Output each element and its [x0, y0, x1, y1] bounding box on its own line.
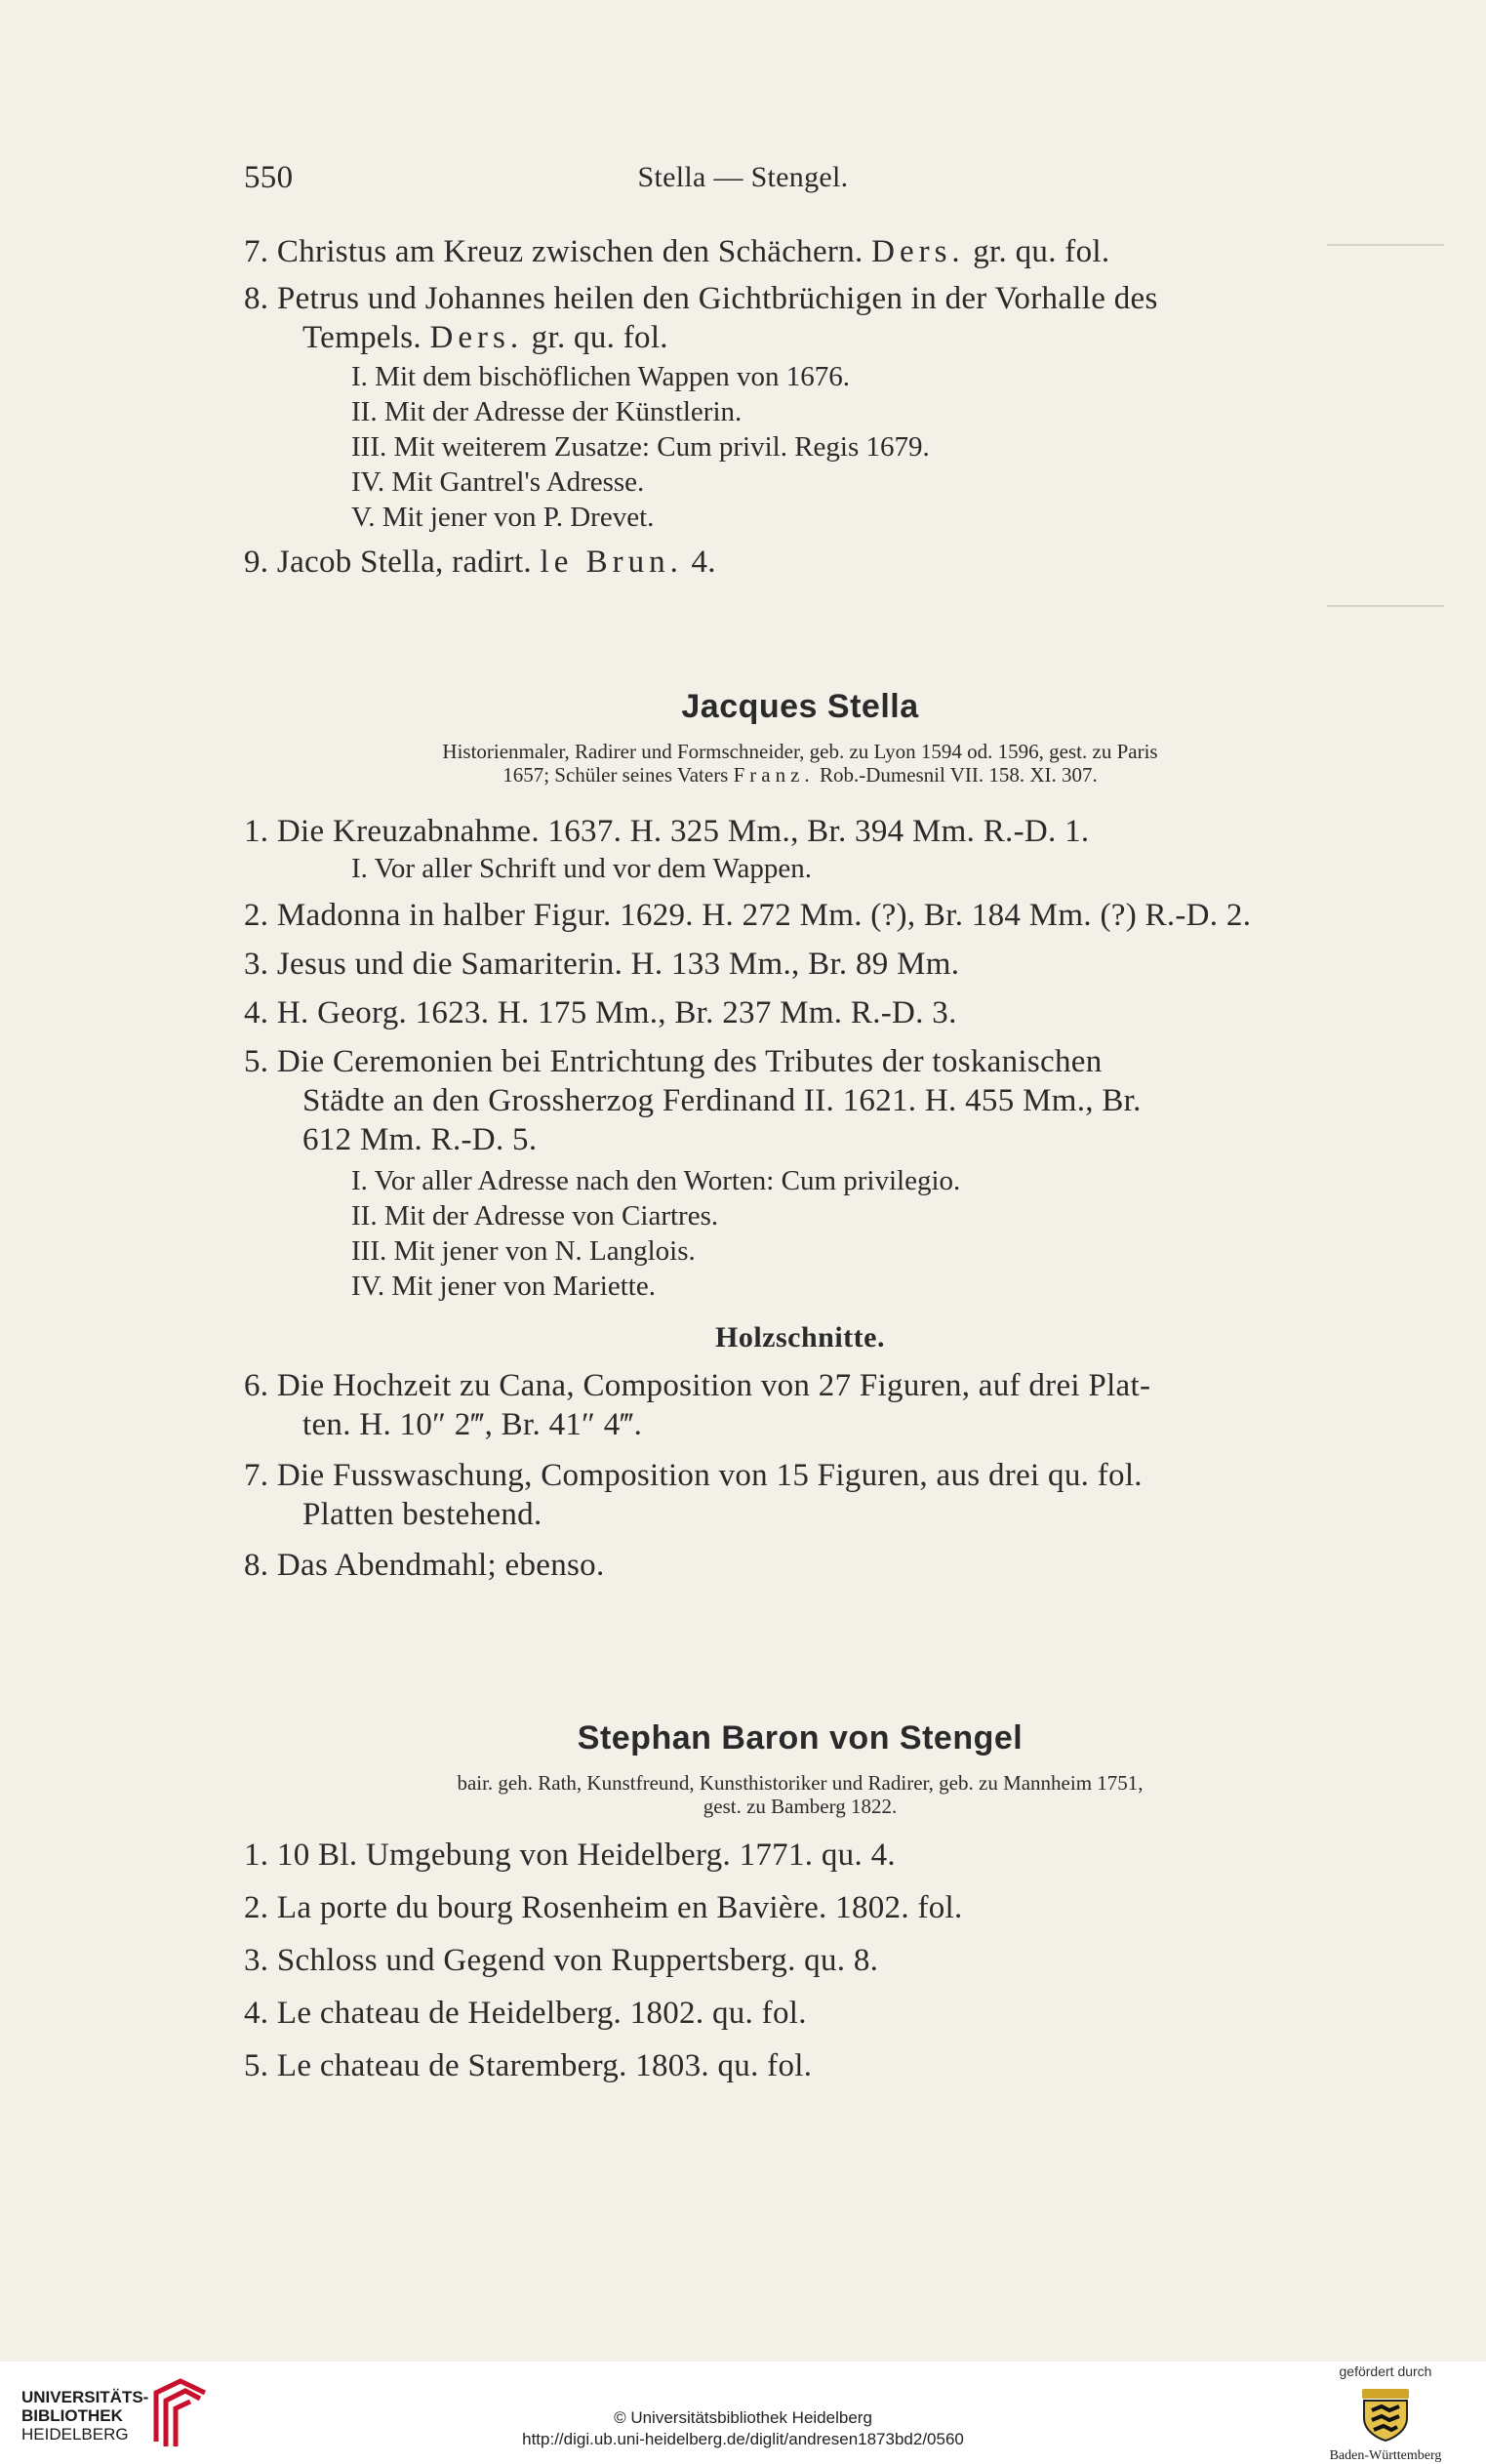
- entry-6: 6. Die Hochzeit zu Cana, Composition von 27 Figuren, auf drei Plat-: [244, 1368, 1151, 1403]
- entry-5-cont: Städte an den Grossherzog Ferdinand II. 1621. H. 455 Mm., Br.: [302, 1083, 1142, 1118]
- state-item: II. Mit der Adresse der Künstlerin.: [351, 396, 743, 427]
- state-item: I. Vor aller Adresse nach den Worten: Cum privilegio.: [351, 1165, 961, 1196]
- entry-3: 3. Jesus und die Samariterin. H. 133 Mm., Br. 89 Mm.: [244, 947, 960, 982]
- state-item: IV. Mit Gantrel's Adresse.: [351, 466, 645, 498]
- subsection-heading: Holzschnitte.: [715, 1321, 885, 1353]
- biography-line: 1657; Schüler seines Vaters Franz. Rob.-Dumesnil VII. 158. XI. 307.: [502, 763, 1098, 787]
- entry-8-cont: Tempels. Ders. gr. qu. fol.: [302, 320, 668, 355]
- entry-7: 7. Die Fusswaschung, Composition von 15 Figuren, aus drei qu. fol.: [244, 1458, 1143, 1493]
- copyright-line: © Universitätsbibliothek Heidelberg: [614, 2408, 872, 2427]
- entry-4: 4. H. Georg. 1623. H. 175 Mm., Br. 237 Mm. R.-D. 3.: [244, 995, 957, 1030]
- entry-8: 8. Petrus und Johannes heilen den Gichtbrüchigen in der Vorhalle des: [244, 281, 1158, 316]
- state-item: V. Mit jener von P. Drevet.: [351, 502, 655, 533]
- permalink[interactable]: http://digi.ub.uni-heidelberg.de/diglit/andresen1873bd2/0560: [522, 2430, 964, 2448]
- list-item: 3. Schloss und Gegend von Ruppertsberg. qu. 8.: [244, 1943, 879, 1978]
- state-item: III. Mit weiterem Zusatze: Cum privil. Regis 1679.: [351, 431, 930, 463]
- section-heading: Stephan Baron von Stengel: [577, 1719, 1024, 1757]
- baden-wuerttemberg-crest-icon: [1356, 2385, 1415, 2444]
- entry-5-cont: 612 Mm. R.-D. 5.: [302, 1122, 538, 1157]
- entry-2: 2. Madonna in halber Figur. 1629. H. 272 Mm. (?), Br. 184 Mm. (?) R.-D. 2.: [244, 898, 1252, 933]
- entry-6-cont: ten. H. 10″ 2‴, Br. 41″ 4‴.: [302, 1407, 643, 1442]
- stengel-section: [244, 1719, 1356, 2099]
- biography-line: gest. zu Bamberg 1822.: [703, 1795, 898, 1818]
- stella-continuation: [244, 232, 1356, 582]
- list-item: 1. 10 Bl. Umgebung von Heidelberg. 1771. qu. 4.: [244, 1838, 896, 1873]
- section-heading: Jacques Stella: [681, 688, 919, 725]
- jacques-stella-section: [244, 688, 1356, 1585]
- entry-8-states: [244, 359, 1356, 535]
- show-through-mark: [1327, 605, 1444, 607]
- funder-badge[interactable]: gefördert durch Baden-Württemberg: [1329, 2363, 1442, 2463]
- entry-7-cont: Platten bestehend.: [302, 1497, 542, 1532]
- entry-5: 5. Die Ceremonien bei Entrichtung des Tributes der toskanischen: [244, 1044, 1103, 1079]
- entry-9: 9. Jacob Stella, radirt. le Brun. 4.: [244, 545, 716, 580]
- biography-line: bair. geh. Rath, Kunstfreund, Kunsthistoriker und Radirer, geb. zu Mannheim 1751,: [457, 1771, 1144, 1795]
- state-item: IV. Mit jener von Mariette.: [351, 1271, 656, 1302]
- biography-line: Historienmaler, Radirer und Formschneider, geb. zu Lyon 1594 od. 1596, gest. zu Paris: [442, 740, 1158, 763]
- entry-5-states: [244, 1163, 1356, 1304]
- state-item: I. Mit dem bischöflichen Wappen von 1676.: [351, 361, 850, 392]
- state-item: II. Mit der Adresse von Ciartres.: [351, 1200, 719, 1232]
- entry-1: 1. Die Kreuzabnahme. 1637. H. 325 Mm., Br. 394 Mm. R.-D. 1.: [244, 814, 1090, 849]
- running-title: Stella — Stengel.: [637, 161, 849, 193]
- list-item: 2. La porte du bourg Rosenheim en Bavière. 1802. fol.: [244, 1890, 963, 1925]
- state-item: I. Vor aller Schrift und vor dem Wappen.: [351, 853, 813, 884]
- entry-7: 7. Christus am Kreuz zwischen den Schächern. Ders. gr. qu. fol.: [244, 234, 1110, 269]
- list-item: 4. Le chateau de Heidelberg. 1802. qu. fol.: [244, 1996, 807, 2031]
- list-item: 5. Le chateau de Staremberg. 1803. qu. fol.: [244, 2048, 813, 2083]
- entry-8: 8. Das Abendmahl; ebenso.: [244, 1548, 605, 1583]
- page-number: 550: [244, 160, 294, 195]
- state-item: III. Mit jener von N. Langlois.: [351, 1235, 696, 1267]
